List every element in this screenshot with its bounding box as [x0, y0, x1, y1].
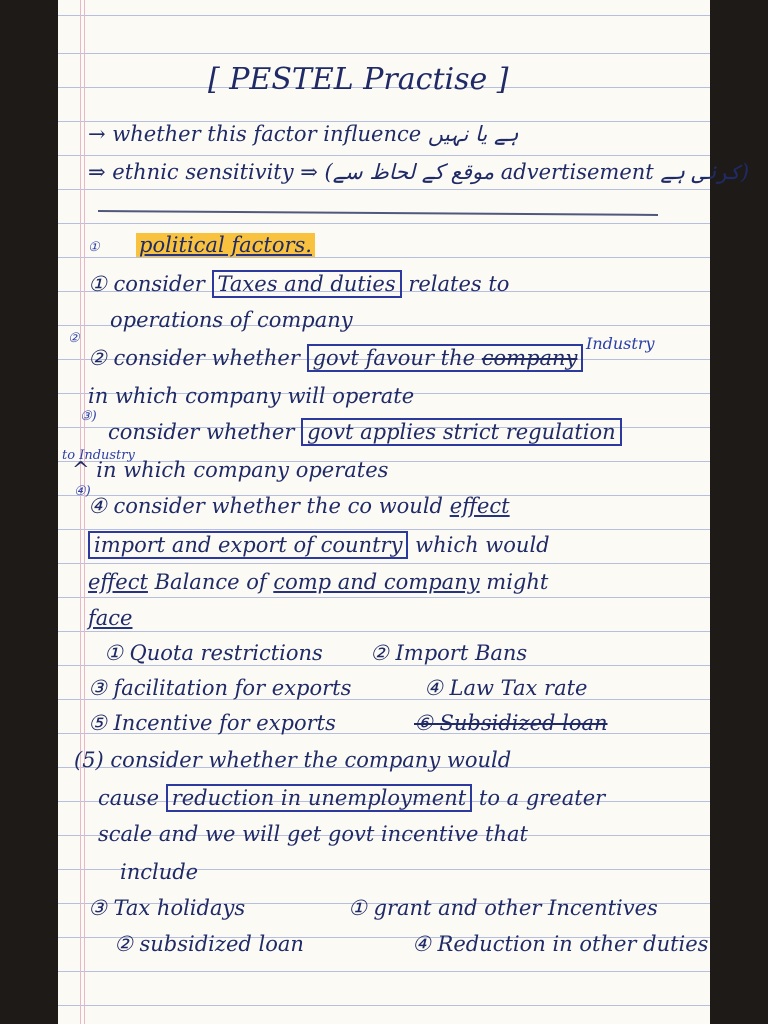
note-line: ⇒ ethnic sensitivity ⇒ (موقع کے لحاظ سے advertisement کرنی ہے): [88, 160, 750, 184]
insert-note: to Industry: [62, 448, 135, 463]
list-item: ② subsidized loan: [114, 932, 304, 956]
note-text: in which company will operate: [88, 384, 415, 408]
underlined-text: effect: [449, 494, 510, 518]
item-marker: ④): [74, 484, 91, 499]
note-text: to a greater: [478, 786, 606, 810]
notebook-page: [58, 0, 750, 1024]
note-line: → whether this factor influence ہے یا نہیں: [88, 122, 519, 146]
list-item: ① grant and other Incentives: [348, 896, 658, 920]
insert-note: Industry: [586, 334, 655, 353]
list-item: ③ Tax holidays: [88, 896, 246, 920]
boxed-term: Taxes and duties: [212, 270, 402, 298]
boxed-term: [307, 344, 584, 372]
item-marker: ②: [68, 331, 80, 346]
item-marker: ③): [80, 409, 97, 424]
note-text: ④ consider whether the co would: [88, 494, 443, 518]
note-text: ① consider: [88, 272, 205, 296]
boxed-term: import and export of country: [88, 531, 408, 559]
note-text: might: [486, 570, 549, 594]
underlined-text: face: [88, 606, 133, 630]
margin-line: [84, 0, 85, 1024]
boxed-text: govt favour the: [312, 346, 476, 370]
note-text: operations of company: [110, 308, 353, 332]
list-item: ③ facilitation for exports: [88, 676, 352, 700]
margin-line: [80, 0, 81, 1024]
note-text: scale and we will get govt incentive that: [98, 822, 528, 846]
separator-line: [98, 210, 658, 216]
boxed-term: reduction in unemployment: [166, 784, 472, 812]
note-text: cause: [98, 786, 160, 810]
note-text: include: [120, 860, 199, 884]
underlined-text: comp and company: [273, 570, 480, 594]
list-item: ② Import Bans: [370, 641, 528, 665]
list-item: ④ Reduction in other duties: [412, 932, 709, 956]
boxed-term: govt applies strict regulation: [301, 418, 622, 446]
note-text: ② consider whether: [88, 346, 300, 370]
list-item: ① Quota restrictions: [104, 641, 323, 665]
page-title: [ PESTEL Practise ]: [208, 62, 509, 97]
underlined-text: effect: [88, 570, 148, 594]
note-text: Balance of: [154, 570, 267, 594]
list-item: ④ Law Tax rate: [424, 676, 588, 700]
note-text: relates to: [408, 272, 510, 296]
section-heading: political factors.: [136, 233, 315, 257]
item-marker: ①: [88, 240, 100, 255]
struck-text: ⑥ Subsidized loan: [414, 711, 608, 735]
struck-text: company: [481, 346, 578, 370]
note-text: which would: [415, 533, 550, 557]
note-text: ^ in which company operates: [72, 458, 389, 482]
list-item: ⑤ Incentive for exports: [88, 711, 336, 735]
note-text: (5) consider whether the company would: [74, 748, 512, 772]
note-text: consider whether: [108, 420, 295, 444]
